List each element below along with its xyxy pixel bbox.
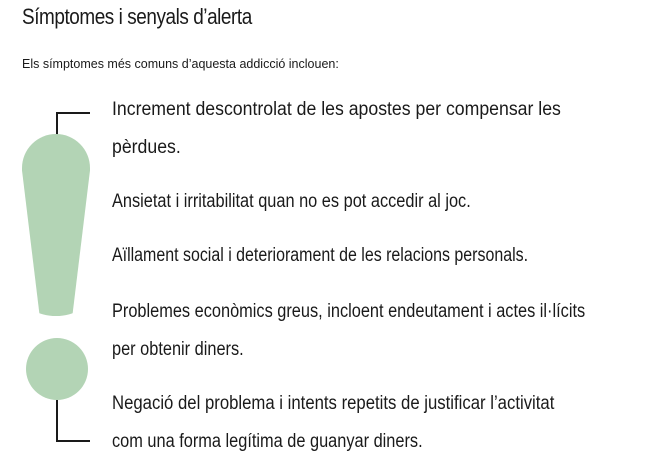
- symptom-line: Increment descontrolat de les apostes per compensar les: [112, 99, 561, 120]
- symptom-line: Ansietat i irritabilitat quan no es pot accedir al joc.: [112, 191, 471, 212]
- intro-text: Els símptomes més comuns d’aquesta addicció inclouen:: [22, 57, 339, 71]
- symptom-line: per obtenir diners.: [112, 339, 244, 360]
- symptom-item: [112, 385, 652, 461]
- symptom-item: [112, 183, 652, 221]
- exclamation-dot: [26, 338, 88, 400]
- symptom-line: pèrdues.: [112, 137, 181, 158]
- symptom-item: [112, 237, 652, 275]
- bracket-bottom: [56, 400, 90, 442]
- symptom-item: [112, 293, 652, 369]
- symptom-line: Problemes econòmics greus, incloent endeutament i actes il·lícits: [112, 301, 586, 322]
- symptom-line: Negació del problema i intents repetits de justificar l’activitat: [112, 393, 555, 414]
- section-title: Símptomes i senyals d’alerta: [22, 4, 252, 29]
- symptom-line: com una forma legítima de guanyar diners.: [112, 431, 423, 452]
- symptom-item: [112, 91, 652, 167]
- exclamation-bar: [22, 134, 90, 316]
- symptom-line: Aïllament social i deteriorament de les relacions personals.: [112, 245, 529, 266]
